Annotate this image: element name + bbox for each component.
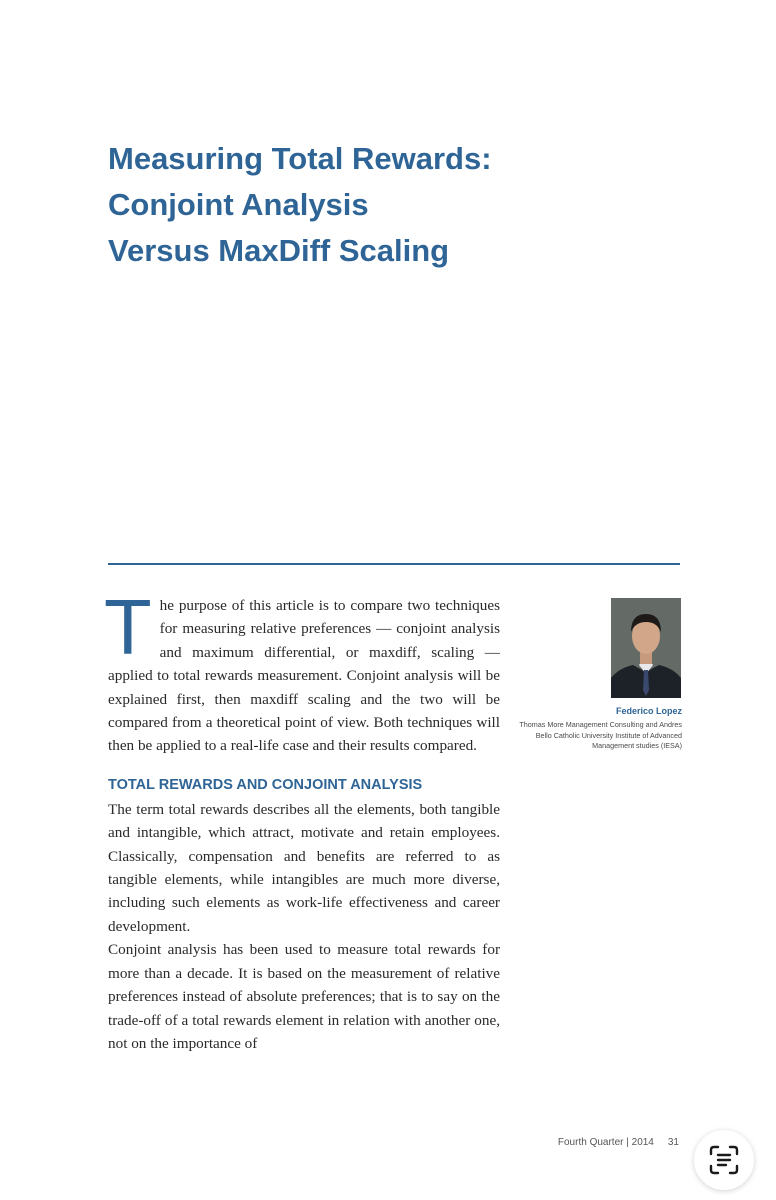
title-line-3: Versus MaxDiff Scaling [108,233,450,268]
author-affiliation: Thomas More Management Consulting and Andres Bello Catholic University Institute of Advanced Management studies (IESA) [519,720,682,750]
body-paragraph-1: The term total rewards describes all the elements, both tangible and intangible, which attract, motivate and retain employees. Classically, compensation and benefits are referred to as tangible elements, while intangibles are much more diverse, including such elements as work-life effectiveness and career development. [108,800,500,935]
section-divider [108,563,680,565]
intro-text: he purpose of this article is to compare two techniques for measuring relative preferences — conjoint analysis and maximum differential, or maxdiff, scaling — applied to total rewards measurement. Conjoint analysis will be explained first, then maxdiff scaling and the two will be compared from a theoretical point of view. Both techniques will then be applied to a real-life case and their results compared. [108,597,500,755]
text-scan-icon [708,1144,740,1176]
issue-label: Fourth Quarter | 2014 [557,1137,654,1148]
page-number: 31 [667,1137,679,1148]
drop-cap: T [104,583,152,671]
text-scan-button[interactable] [694,1130,754,1190]
title-line-1: Measuring Total Rewards: [108,141,492,176]
author-name: Federico Lopez [615,706,682,716]
title-line-2: Conjoint Analysis [108,187,369,222]
intro-paragraph [104,583,500,758]
author-portrait-icon [611,598,681,698]
article-title [108,136,492,274]
section-heading: TOTAL REWARDS AND CONJOINT ANALYSIS [108,776,423,793]
author-photo [611,598,681,698]
page-footer [558,1137,679,1148]
article-body [104,583,500,1055]
body-paragraph-2: Conjoint analysis has been used to measure total rewards for more than a decade. It is based on the measurement of relative preferences instead of absolute preferences; that is to say on the trade-off of a total rewards element in relation with another one, not on the importance of [108,941,500,1052]
